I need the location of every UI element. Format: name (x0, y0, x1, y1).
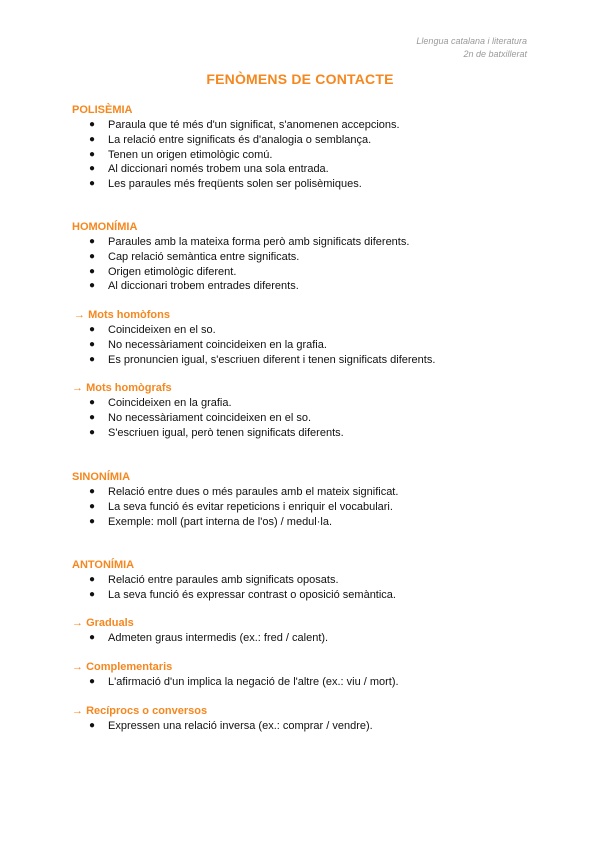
list-item-text: Cap relació semàntica entre significats. (108, 250, 300, 263)
subsection-heading (72, 704, 552, 719)
arrow-right-icon: → (72, 617, 83, 629)
list-item-text: Es pronuncien igual, s'escriuen diferent i tenen significats diferents. (108, 353, 436, 366)
subsection-heading (72, 660, 552, 675)
subsection-heading (72, 616, 552, 631)
subsection-label: Mots homògrafs (86, 382, 172, 394)
list-item-text: Origen etimològic diferent. (108, 265, 237, 278)
subsection-label: Recíprocs o conversos (86, 705, 208, 717)
list-item-text: Relació entre dues o més paraules amb el mateix significat. (108, 486, 399, 498)
section-homonimia (72, 220, 552, 294)
list-item-text: Exemple: moll (part interna de l'os) / medul·la. (108, 515, 333, 528)
list-item (72, 500, 552, 515)
list-item-text: La seva funció és evitar repeticions i enriquir el vocabulari. (108, 500, 393, 513)
list-item-text: Expressen una relació inversa (ex.: comprar / vendre). (108, 720, 373, 732)
bullet-icon: ● (89, 720, 96, 731)
list-item (72, 426, 552, 441)
bullet-icon: ● (89, 324, 96, 335)
bullet-icon: ● (89, 250, 96, 262)
section-heading: SINONÍMIA (72, 471, 131, 483)
bullet-icon: ● (89, 178, 96, 190)
list-item-text: Al diccionari trobem entrades diferents. (108, 280, 299, 293)
bullet-icon: ● (89, 515, 96, 527)
section-polisemia (72, 103, 552, 192)
header-course: 2n de batxillerat (463, 49, 527, 59)
list-item (72, 279, 552, 294)
subsection-heading (72, 381, 552, 396)
page-title: FENÒMENS DE CONTACTE (206, 71, 394, 87)
section-heading: HOMONÍMIA (72, 221, 138, 233)
bullet-icon: ● (89, 397, 96, 408)
list-item (72, 588, 552, 603)
list-item-text: No necessàriament coincideixen en el so. (108, 411, 312, 424)
bullet-icon: ● (89, 588, 96, 600)
list-item-text: La relació entre significats és d'analogia o semblança. (108, 133, 372, 146)
section-antonimia (72, 558, 552, 603)
arrow-right-icon: → (72, 382, 83, 394)
bullet-list (72, 396, 552, 440)
list-item (72, 631, 552, 646)
subsection-homografs (72, 381, 552, 440)
list-item-text: Paraula que té més d'un significat, s'anomenen accepcions. (108, 119, 400, 131)
list-item-text: Admeten graus intermedis (ex.: fred / calent). (108, 632, 329, 644)
bullet-icon: ● (89, 353, 96, 365)
bullet-list (72, 485, 552, 529)
list-item-text: Tenen un origen etimològic comú. (108, 148, 273, 161)
section-sinonimia (72, 470, 552, 529)
list-item (72, 148, 552, 163)
list-item (72, 515, 552, 530)
arrow-right-icon: → (72, 661, 83, 673)
arrow-right-icon: → (74, 309, 85, 321)
list-item (72, 396, 552, 411)
bullet-icon: ● (89, 119, 96, 130)
list-item-text: Coincideixen en la grafia. (108, 397, 232, 409)
document-header (416, 35, 527, 61)
bullet-icon: ● (89, 236, 96, 247)
bullet-list (72, 235, 552, 294)
bullet-icon: ● (89, 163, 96, 175)
list-item-text: L'afirmació d'un implica la negació de l'altre (ex.: viu / mort). (108, 676, 399, 688)
bullet-icon: ● (89, 426, 96, 438)
list-item (72, 235, 552, 250)
list-item (72, 338, 554, 353)
bullet-icon: ● (89, 500, 96, 512)
list-item-text: Coincideixen en el so. (108, 324, 216, 336)
bullet-icon: ● (89, 280, 96, 292)
subsection-complementaris (72, 660, 552, 690)
list-item-text: Al diccionari només trobem una sola entrada. (108, 163, 329, 176)
list-item-text: S'escriuen igual, però tenen significats diferents. (108, 426, 344, 439)
arrow-right-icon: → (72, 705, 83, 717)
subsection-label: Graduals (86, 617, 134, 629)
list-item (72, 162, 552, 177)
bullet-list (72, 719, 552, 734)
subsection-label: Complementaris (86, 661, 173, 673)
bullet-list (72, 323, 554, 367)
list-item (72, 719, 552, 734)
bullet-list (72, 631, 552, 646)
subsection-homofons (74, 308, 554, 367)
section-heading: POLISÈMIA (72, 104, 133, 116)
subsection-graduals (72, 616, 552, 646)
header-subject: Llengua catalana i literatura (416, 36, 527, 46)
bullet-icon: ● (89, 265, 96, 277)
list-item-text: Les paraules més freqüents solen ser polisèmiques. (108, 178, 362, 191)
list-item (72, 573, 552, 588)
bullet-icon: ● (89, 148, 96, 160)
bullet-icon: ● (89, 676, 96, 687)
list-item-text: Paraules amb la mateixa forma però amb significats diferents. (108, 236, 410, 248)
subsection-label: Mots homòfons (88, 309, 170, 321)
list-item-text: Relació entre paraules amb significats oposats. (108, 574, 339, 586)
subsection-reciprocs (72, 704, 552, 734)
bullet-icon: ● (89, 411, 96, 423)
bullet-icon: ● (89, 486, 96, 497)
list-item (72, 250, 552, 265)
list-item (72, 323, 554, 338)
bullet-icon: ● (89, 632, 96, 643)
bullet-list (72, 118, 552, 192)
bullet-list (72, 573, 552, 603)
list-item (72, 177, 552, 192)
list-item-text: La seva funció és expressar contrast o oposició semàntica. (108, 588, 396, 601)
bullet-list (72, 675, 552, 690)
list-item (72, 411, 552, 426)
list-item (72, 133, 552, 148)
list-item (72, 118, 552, 133)
subsection-heading (74, 308, 554, 323)
section-heading: ANTONÍMIA (72, 559, 135, 571)
list-item (72, 485, 552, 500)
list-item (72, 675, 552, 690)
list-item-text: No necessàriament coincideixen en la grafia. (108, 338, 327, 351)
bullet-icon: ● (89, 338, 96, 350)
bullet-icon: ● (89, 574, 96, 585)
list-item (72, 265, 552, 280)
list-item (72, 353, 554, 368)
bullet-icon: ● (89, 133, 96, 145)
